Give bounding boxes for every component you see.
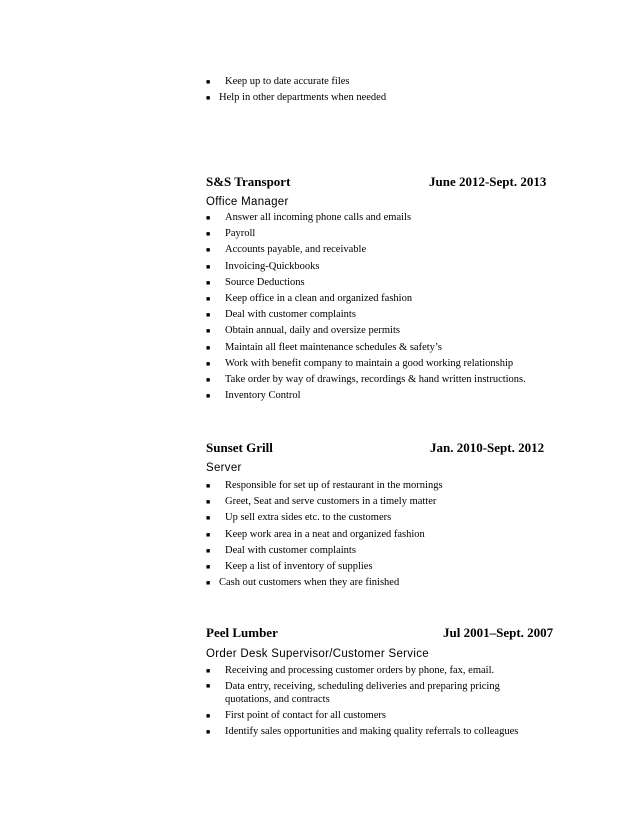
- list-item: [206, 478, 443, 494]
- list-item: [206, 242, 526, 258]
- list-item: [206, 494, 443, 510]
- list-item: [206, 74, 386, 90]
- list-item: [206, 575, 443, 591]
- intro-bullet-list: [206, 74, 386, 106]
- bullet-icon: ■: [206, 728, 211, 737]
- job-title: Server: [206, 462, 242, 474]
- bullet-icon: ■: [206, 530, 211, 539]
- duty-text: Payroll: [225, 228, 256, 240]
- duty-text: Receiving and processing customer orders by phone, fax, email.: [225, 665, 495, 676]
- list-item: [206, 259, 526, 275]
- list-item: [206, 724, 518, 740]
- bullet-icon: ■: [206, 230, 211, 239]
- bullet-icon: ■: [206, 327, 211, 336]
- job-title: Order Desk Supervisor/Customer Service: [206, 648, 429, 660]
- duty-text: Help in other departments when needed: [219, 92, 387, 104]
- duty-text: Up sell extra sides etc. to the customers: [225, 512, 392, 524]
- job-title: Office Manager: [206, 196, 289, 208]
- bullet-icon: ■: [206, 498, 211, 507]
- duty-text: Work with benefit company to maintain a good working relationship: [225, 357, 514, 369]
- duty-text: Source Deductions: [225, 276, 305, 288]
- bullet-icon: ■: [206, 246, 211, 255]
- bullet-icon: ■: [206, 359, 211, 368]
- duty-text: Keep work area in a neat and organized fashion: [225, 528, 425, 540]
- duty-text: Accounts payable, and receivable: [225, 244, 367, 256]
- duty-list: [206, 210, 526, 404]
- duty-text: Keep up to date accurate files: [225, 76, 350, 87]
- bullet-icon: ■: [206, 563, 211, 572]
- bullet-icon: ■: [206, 295, 211, 304]
- list-item: [206, 679, 506, 708]
- list-item: [206, 90, 386, 106]
- company-name: Peel Lumber: [206, 625, 278, 640]
- duty-text: Identify sales opportunities and making quality referrals to colleagues: [225, 726, 519, 738]
- duty-text: Cash out customers when they are finished: [219, 577, 400, 589]
- list-item: [206, 559, 443, 575]
- bullet-icon: ■: [206, 343, 211, 352]
- duty-text: Data entry, receiving, scheduling deliveries and preparing pricing quotations, and contracts: [225, 681, 500, 706]
- duty-text: Deal with customer complaints: [225, 544, 356, 556]
- list-item: [206, 388, 526, 404]
- employment-dates: Jul 2001–Sept. 2007: [443, 625, 554, 640]
- bullet-icon: ■: [206, 712, 211, 721]
- list-item: [206, 708, 518, 724]
- bullet-icon: ■: [206, 546, 211, 555]
- duty-text: Maintain all fleet maintenance schedules & safety’s: [225, 341, 442, 353]
- list-item: [206, 226, 526, 242]
- duty-text: First point of contact for all customers: [225, 710, 386, 722]
- list-item: [206, 275, 526, 291]
- duty-text: Obtain annual, daily and oversize permits: [225, 325, 400, 337]
- bullet-icon: ■: [206, 514, 211, 523]
- duty-text: Deal with customer complaints: [225, 309, 356, 321]
- duty-text: Greet, Seat and serve customers in a timely matter: [225, 496, 437, 508]
- bullet-icon: ■: [206, 78, 211, 86]
- list-item: [206, 307, 526, 323]
- bullet-icon: ■: [206, 376, 211, 385]
- list-item: [206, 543, 443, 559]
- list-item: [206, 340, 526, 356]
- employment-dates: Jan. 2010-Sept. 2012: [430, 440, 545, 455]
- duty-list: [206, 663, 518, 741]
- duty-text: Invoicing-Quickbooks: [225, 260, 320, 272]
- duty-text: Keep office in a clean and organized fashion: [225, 293, 413, 305]
- duty-text: Take order by way of drawings, recordings & hand written instructions.: [225, 374, 526, 386]
- list-item: [206, 527, 443, 543]
- bullet-icon: ■: [206, 278, 211, 287]
- list-item: [206, 291, 526, 307]
- bullet-icon: ■: [206, 94, 211, 103]
- bullet-icon: ■: [206, 682, 211, 691]
- bullet-icon: ■: [206, 667, 211, 675]
- list-item: [206, 356, 526, 372]
- list-item: [206, 210, 526, 226]
- bullet-icon: ■: [206, 311, 211, 320]
- bullet-icon: ■: [206, 482, 211, 490]
- duty-text: Responsible for set up of restaurant in the mornings: [225, 480, 443, 491]
- bullet-icon: ■: [206, 214, 211, 222]
- duty-text: Inventory Control: [225, 390, 301, 402]
- bullet-icon: ■: [206, 579, 211, 588]
- company-name: Sunset Grill: [206, 440, 273, 455]
- duty-text: Keep a list of inventory of supplies: [225, 561, 373, 573]
- duty-list: [206, 478, 443, 591]
- list-item: [206, 663, 518, 679]
- employment-dates: June 2012-Sept. 2013: [429, 174, 547, 189]
- bullet-icon: ■: [206, 392, 211, 401]
- duty-text: Answer all incoming phone calls and emails: [225, 212, 412, 223]
- list-item: [206, 323, 526, 339]
- list-item: [206, 372, 526, 388]
- bullet-icon: ■: [206, 262, 211, 271]
- list-item: [206, 510, 443, 526]
- company-name: S&S Transport: [206, 174, 291, 189]
